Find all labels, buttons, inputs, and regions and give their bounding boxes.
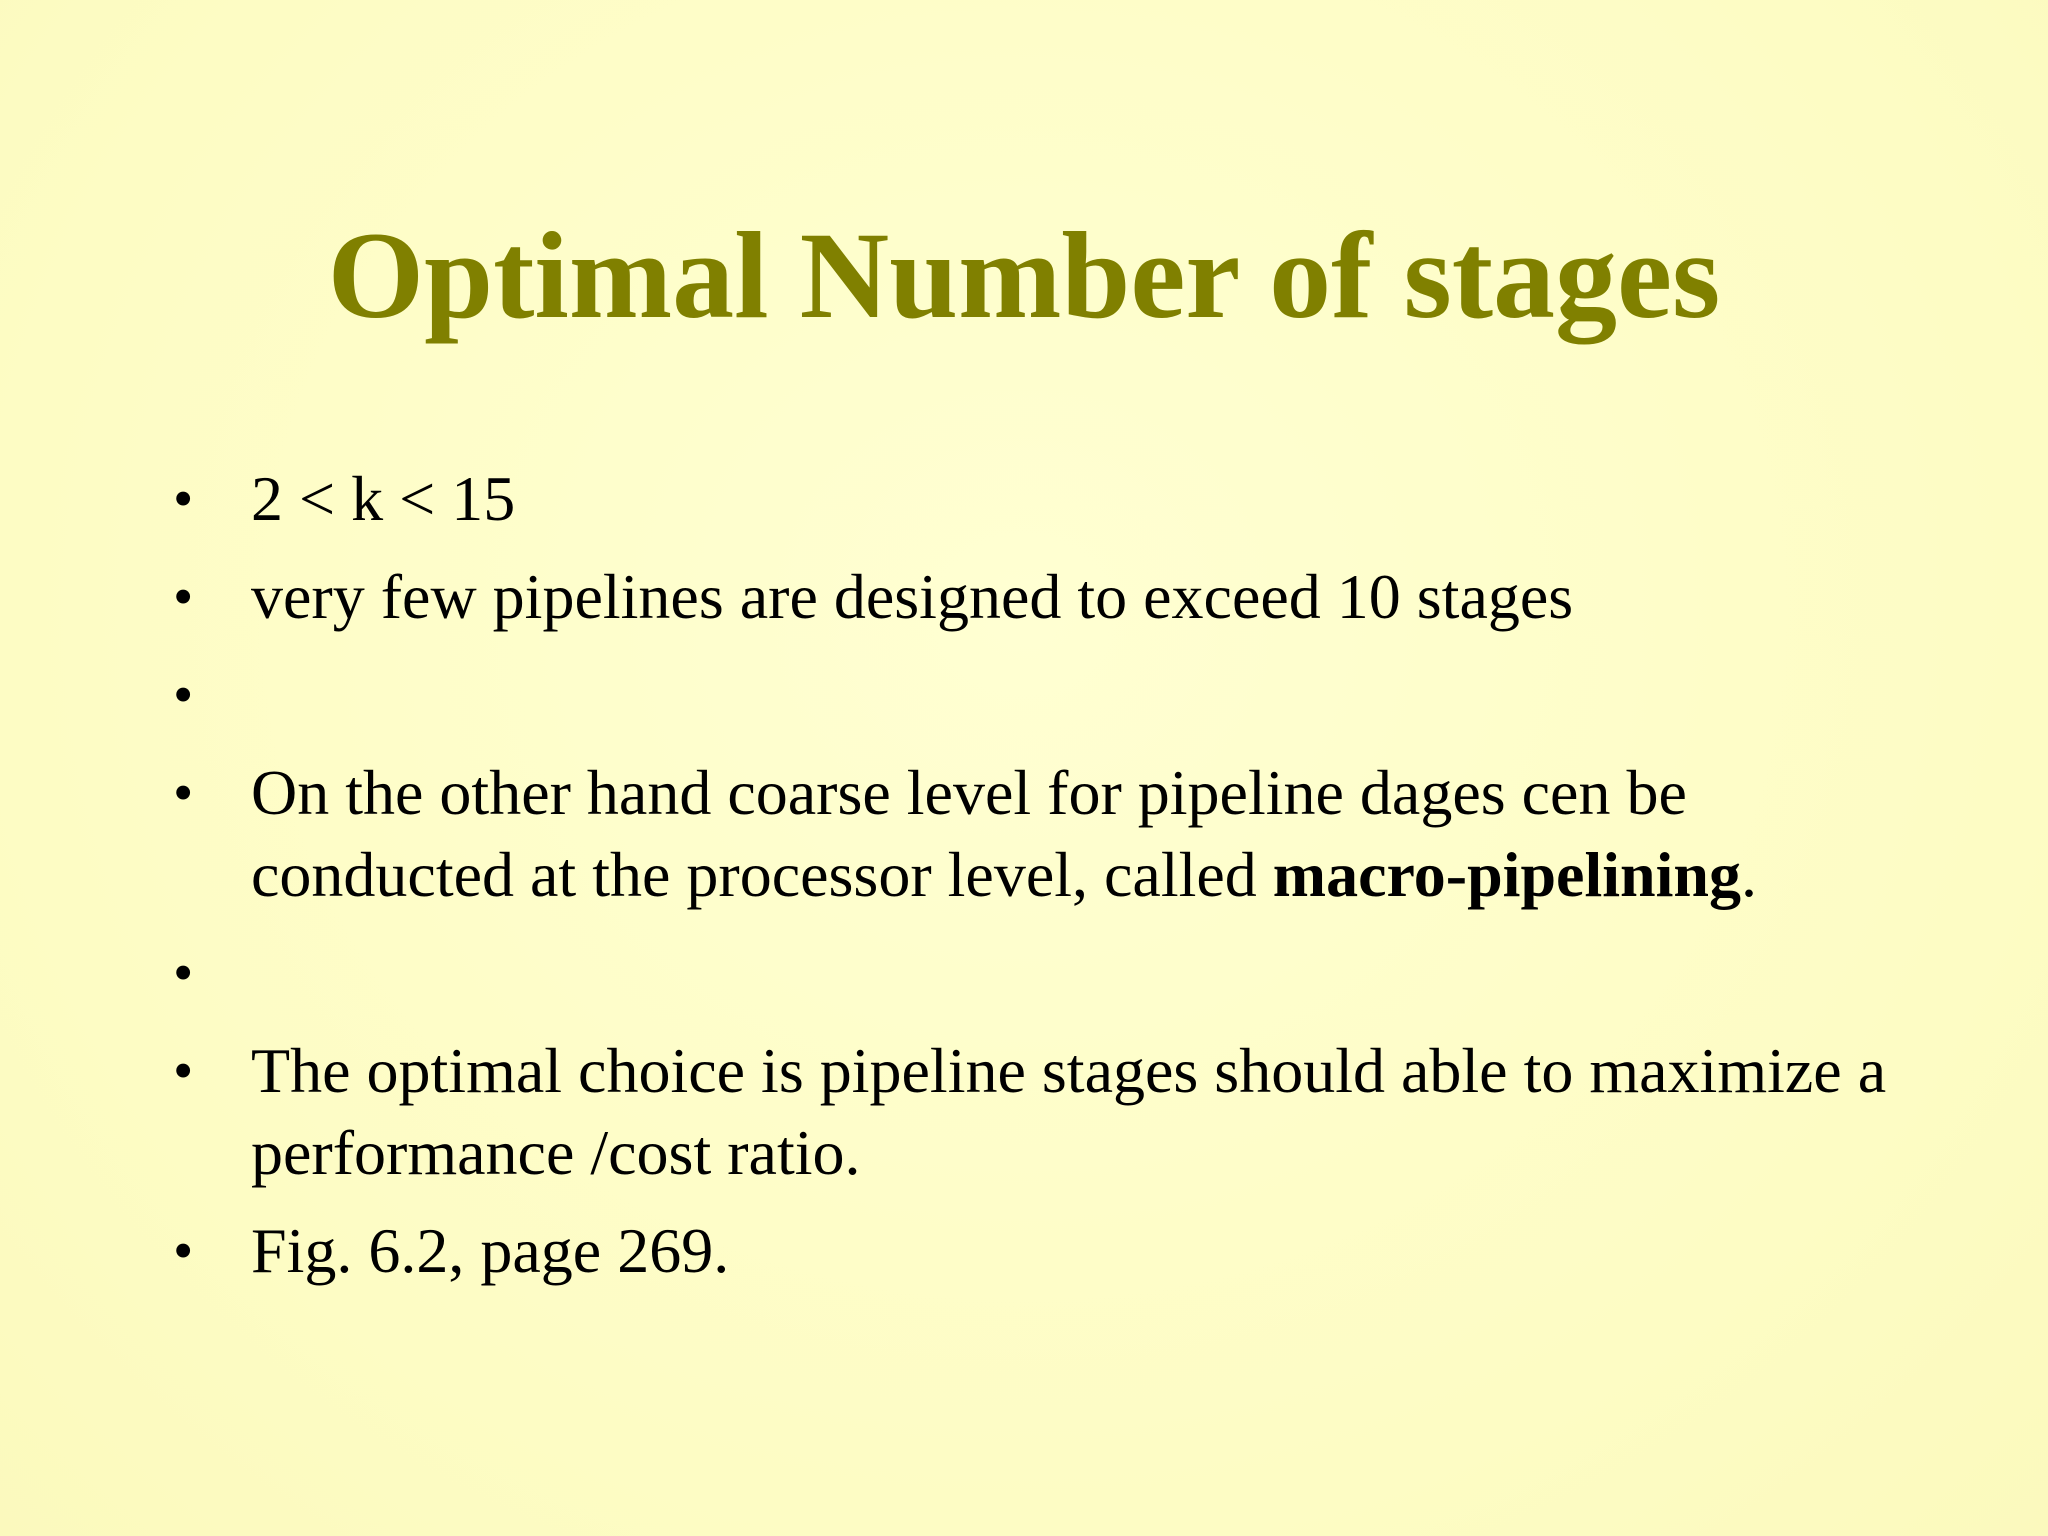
bullet-text-before: On the other hand coarse level for pipeline dages cen be conducted at the processor level, called	[251, 757, 1687, 910]
bold-term: macro-pipelining	[1272, 839, 1741, 910]
bullet-item-4	[173, 752, 1933, 916]
bullet-dot-icon: •	[173, 662, 194, 727]
bullet-text: Fig. 6.2, page 269.	[251, 1215, 730, 1286]
bullet-text-after: .	[1740, 839, 1757, 910]
bullet-dot-icon: •	[173, 1218, 194, 1283]
bullet-dot-icon: •	[173, 466, 194, 531]
bullet-item-3-empty	[173, 654, 1933, 736]
bullet-item-2	[173, 556, 1933, 638]
bullet-list	[173, 458, 1933, 1308]
slide-title: Optimal Number of stages	[327, 207, 1721, 344]
bullet-text: The optimal choice is pipeline stages should able to maximize a performance /cost ratio.	[251, 1035, 1887, 1188]
bullet-text	[251, 659, 267, 730]
bullet-dot-icon: •	[173, 940, 194, 1005]
bullet-dot-icon: •	[173, 760, 194, 825]
bullet-text: very few pipelines are designed to exceed 10 stages	[251, 561, 1574, 632]
bullet-text: 2 < k < 15	[251, 463, 516, 534]
bullet-dot-icon: •	[173, 1038, 194, 1103]
bullet-dot-icon: •	[173, 564, 194, 629]
bullet-text	[251, 937, 267, 1008]
bullet-item-1	[173, 458, 1933, 540]
bullet-item-5-empty	[173, 932, 1933, 1014]
bullet-item-7	[173, 1210, 1933, 1292]
bullet-item-6	[173, 1030, 1933, 1194]
